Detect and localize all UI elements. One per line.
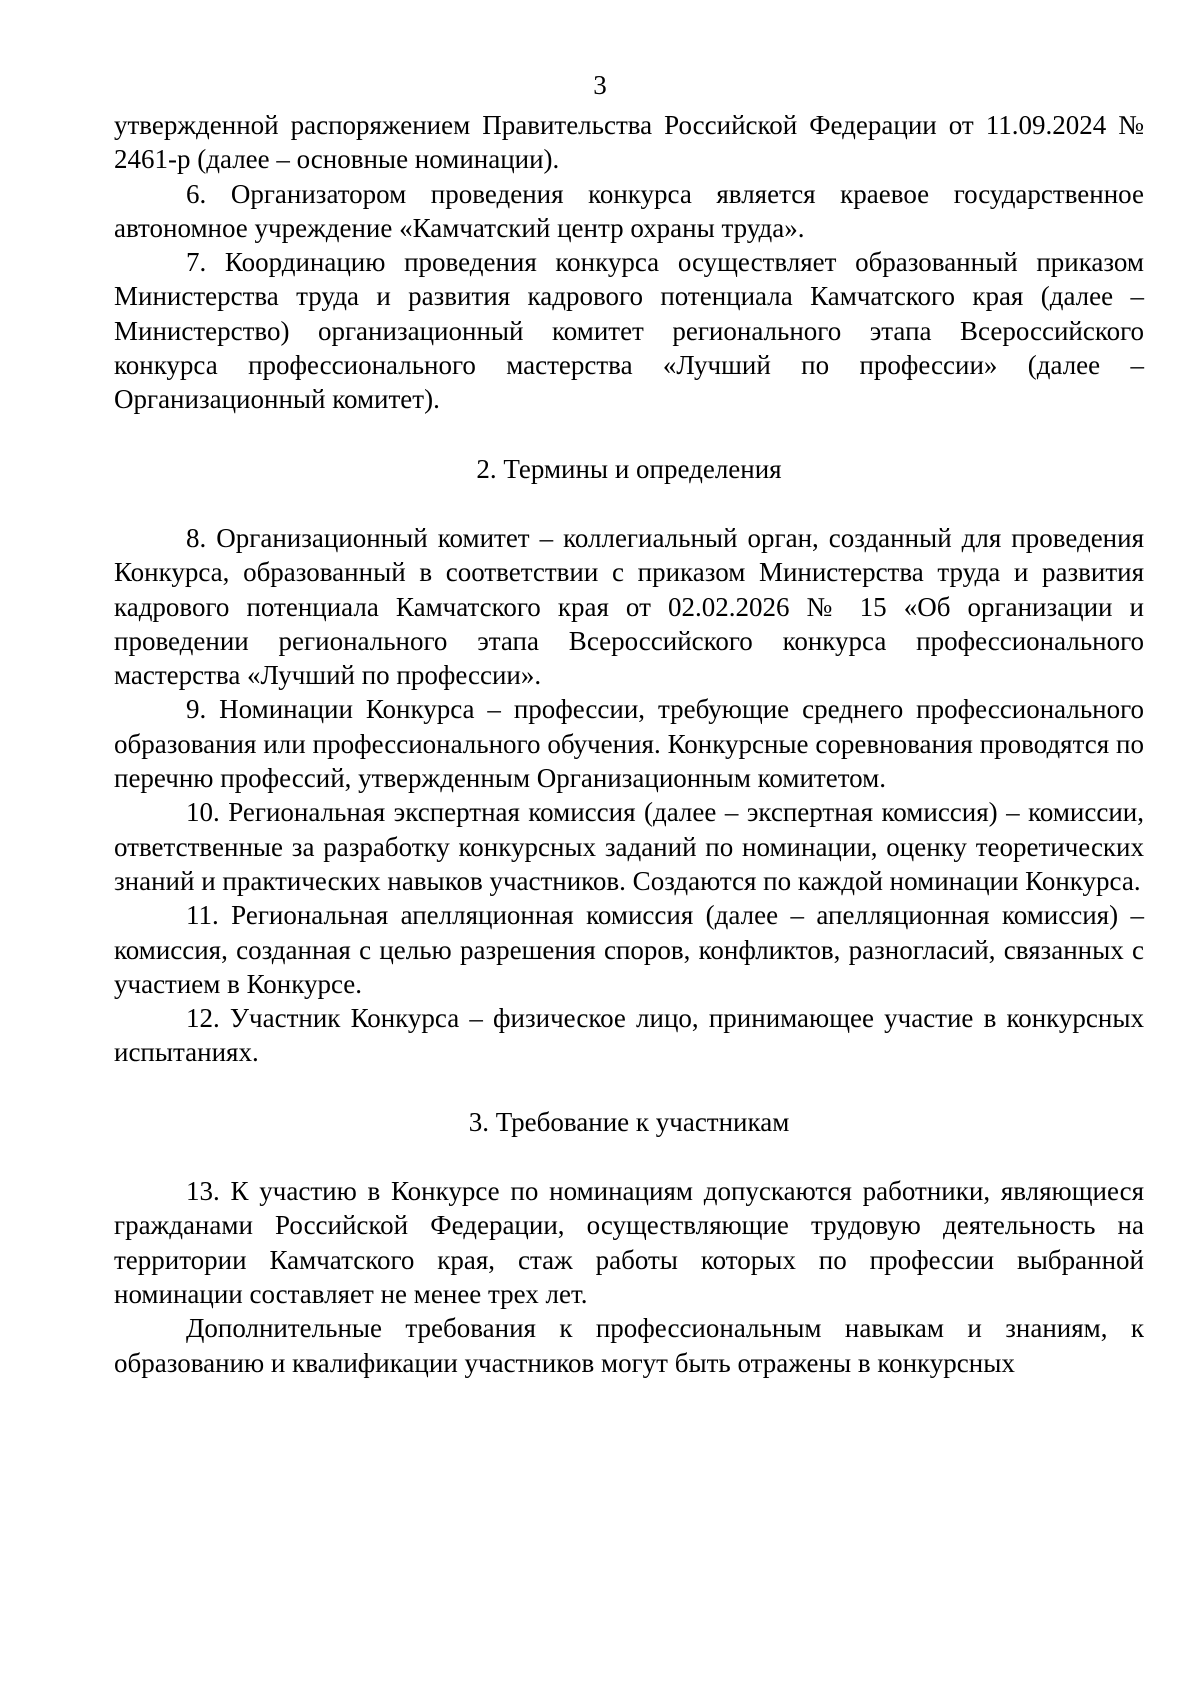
- paragraph-13: 13. К участию в Конкурсе по номинациям допускаются работники, являющиеся гражданами Российской Федерации, осуществляющие трудовую деятельность на территории Камчатского края, стаж работы которых по профессии выбранной номинации составляет не менее трех лет.: [114, 1176, 1144, 1309]
- page-number: 3: [593, 70, 607, 100]
- section-heading-terms: 2. Термины и определения: [476, 453, 782, 484]
- paragraph-10: 10. Региональная экспертная комиссия (далее – экспертная комиссия) – комиссии, ответственные за разработку конкурсных заданий по номинации, оценку теоретических знаний и практических навыков участников. Создаются по каждой номинации Конкурса.: [114, 797, 1144, 896]
- paragraph-8: 8. Организационный комитет – коллегиальный орган, созданный для проведения Конкурса, образованный в соответствии с приказом Министерства труда и развития кадрового потенциала Камчатского края от 02.02.2026 № 15 «Об организации и проведении регионального этапа Всероссийского конкурса профессионального мастерства «Лучший по профессии».: [114, 522, 1144, 691]
- section-heading-requirements: 3. Требование к участникам: [468, 1106, 790, 1137]
- paragraph-6: 6. Организатором проведения конкурса является краевое государственное автономное учреждение «Камчатский центр охраны труда».: [114, 178, 1144, 243]
- paragraph-additional-requirements: Дополнительные требования к профессиональным навыкам и знаниям, к образованию и квалификации участников могут быть отражены в конкурсных: [114, 1313, 1144, 1378]
- paragraph-continuation: утвержденной распоряжением Правительства Российской Федерации от 11.09.2024 № 2461-р (далее – основные номинации).: [114, 110, 1144, 175]
- paragraph-9: 9. Номинации Конкурса – профессии, требующие среднего профессионального образования или профессионального обучения. Конкурсные соревнования проводятся по перечню профессий, утвержденным Организационным комитетом.: [114, 694, 1144, 794]
- document-body: [114, 108, 1144, 1380]
- paragraph-7: 7. Координацию проведения конкурса осуществляет образованный приказом Министерства труда и развития кадрового потенциала Камчатского края (далее – Министерство) организационный комитет регионального этапа Всероссийского конкурса профессионального мастерства «Лучший по профессии» (далее – Организационный комитет).: [114, 247, 1144, 415]
- paragraph-11: 11. Региональная апелляционная комиссия (далее – апелляционная комиссия) – комиссия, созданная с целью разрешения споров, конфликтов, разногласий, связанных с участием в Конкурсе.: [114, 900, 1144, 999]
- paragraph-12: 12. Участник Конкурса – физическое лицо, принимающее участие в конкурсных испытаниях.: [114, 1003, 1144, 1068]
